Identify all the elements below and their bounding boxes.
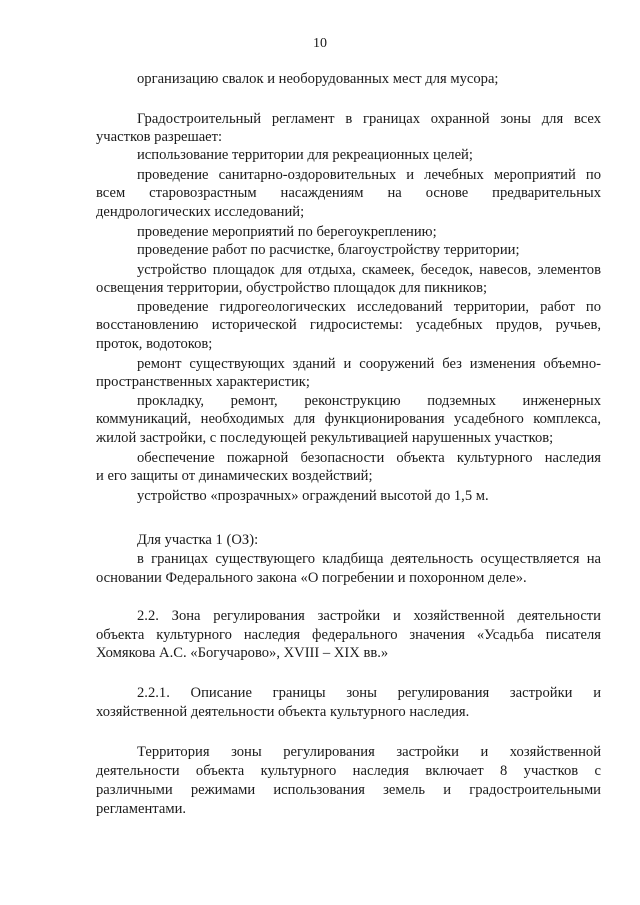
- text-line: деятельности объекта культурного наследия включает 8 участков с: [96, 763, 601, 779]
- text-line: основании Федерального закона «О погребении и похоронном деле».: [96, 570, 527, 586]
- text-line: проведение мероприятий по берегоукреплению;: [137, 224, 437, 240]
- text-line: Территория зоны регулирования застройки и хозяйственной: [137, 744, 601, 760]
- text-line: 2.2.1. Описание границы зоны регулирования застройки и: [137, 685, 601, 701]
- text-line: ремонт существующих зданий и сооружений без изменения объемно-: [137, 356, 601, 372]
- text-line: обеспечение пожарной безопасности объекта культурного наследия: [137, 450, 601, 466]
- text-line: устройство «прозрачных» ограждений высотой до 1,5 м.: [137, 488, 489, 504]
- text-line: проток, водотоков;: [96, 336, 213, 352]
- text-line: освещения территории, обустройство площадок для пикников;: [96, 280, 488, 296]
- text-line: хозяйственной деятельности объекта культурного наследия.: [96, 704, 470, 720]
- text-line: устройство площадок для отдыха, скамеек, беседок, навесов, элементов: [137, 262, 601, 278]
- text-line: восстановлению исторической гидросистемы: усадебных прудов, ручьев,: [96, 317, 601, 333]
- text-line: различными режимами использования земель и градостроительными: [96, 782, 601, 798]
- text-line: проведение работ по расчистке, благоустройству территории;: [137, 242, 520, 258]
- text-line: участков разрешает:: [96, 129, 223, 145]
- text-line: Хомякова А.С. «Богучарово», XVIII – XIX вв.»: [96, 645, 389, 661]
- text-line: прокладку, ремонт, реконструкцию подземных инженерных: [137, 393, 601, 409]
- text-line: проведение гидрогеологических исследований территории, работ по: [137, 299, 601, 315]
- text-line: коммуникаций, необходимых для функционирования усадебного комплекса,: [96, 411, 601, 427]
- text-line: и его защиты от динамических воздействий;: [96, 468, 373, 484]
- text-line: жилой застройки, с последующей рекультивацией нарушенных участков;: [96, 430, 554, 446]
- text-line: 2.2. Зона регулирования застройки и хозяйственной деятельности: [137, 608, 601, 624]
- text-line: дендрологических исследований;: [96, 204, 305, 220]
- text-line: пространственных характеристик;: [96, 374, 310, 390]
- text-line: регламентами.: [96, 801, 187, 817]
- text-line: объекта культурного наследия федерального значения «Усадьба писателя: [96, 627, 601, 643]
- text-line: проведение санитарно-оздоровительных и лечебных мероприятий по: [137, 167, 601, 183]
- text-line: Градостроительный регламент в границах охранной зоны для всех: [137, 111, 601, 127]
- page-number: 10: [313, 36, 327, 51]
- text-line: всем старовозрастным насаждениям на основе предварительных: [96, 185, 601, 201]
- text-line: использование территории для рекреационных целей;: [137, 147, 473, 163]
- text-line: организацию свалок и необорудованных мест для мусора;: [137, 71, 499, 87]
- text-line: в границах существующего кладбища деятельность осуществляется на: [137, 551, 601, 567]
- text-line: Для участка 1 (ОЗ):: [137, 532, 259, 548]
